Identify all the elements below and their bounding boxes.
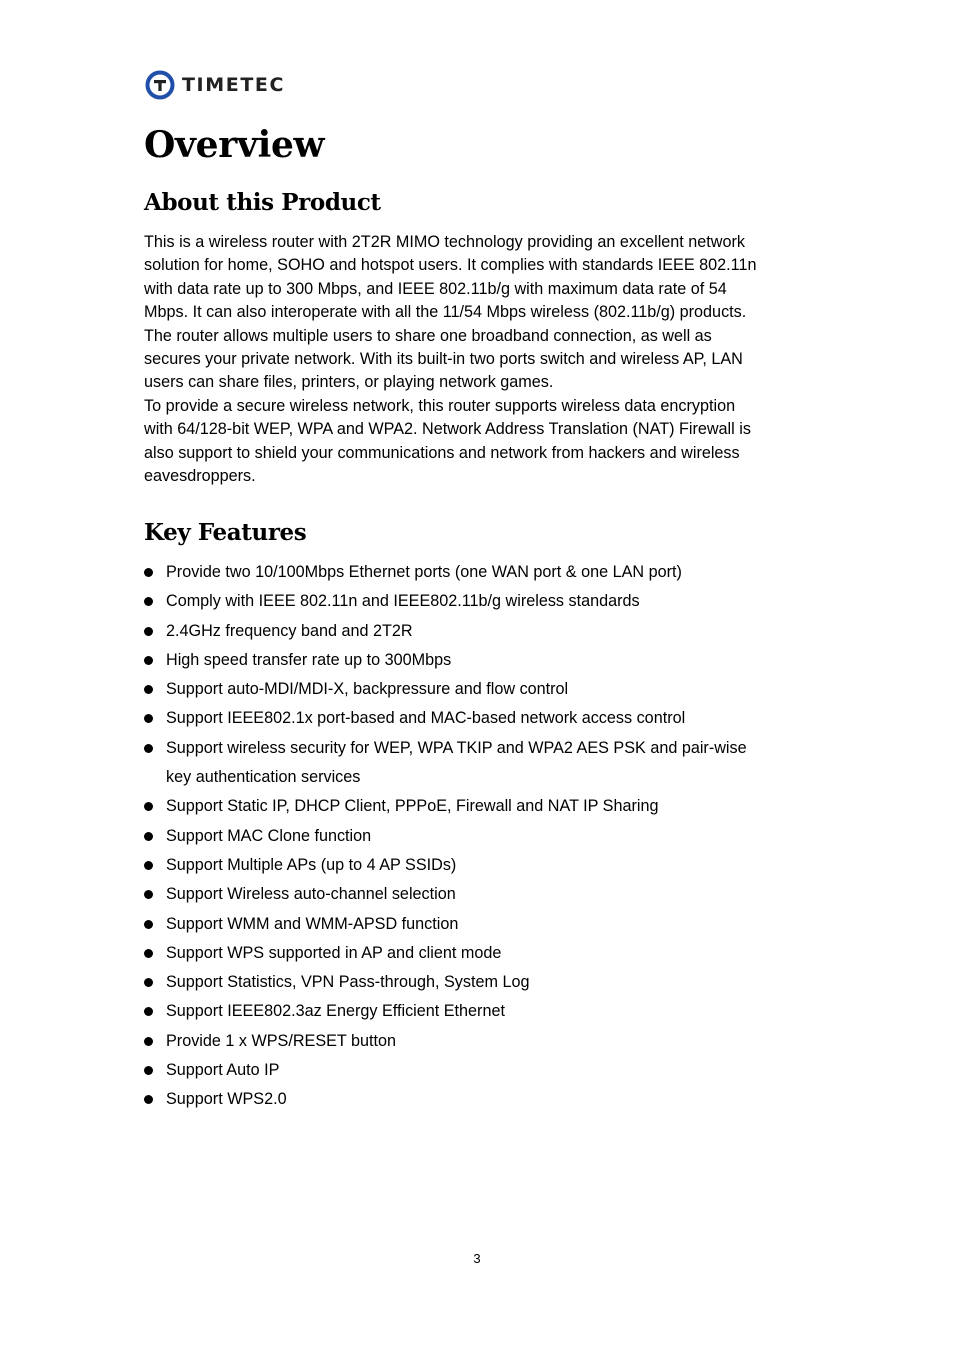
bullet-icon [144,920,153,929]
feature-item [144,587,824,616]
feature-item [144,822,824,851]
feature-text: 2.4GHz frequency band and 2T2R [166,621,413,640]
paragraph-line: solution for home, SOHO and hotspot users. It complies with standards IEEE 802.11n [144,256,757,275]
feature-item [144,910,824,939]
timetec-logo [145,69,285,101]
feature-text: Support MAC Clone function [166,826,372,845]
bullet-icon [144,744,153,753]
feature-item [144,997,824,1026]
logo-text: TIMETEC [182,73,285,96]
feature-text: Support WPS supported in AP and client mode [166,943,502,962]
feature-text: Support auto-MDI/MDI-X, backpressure and flow control [166,680,569,699]
bullet-icon [144,656,153,665]
feature-item [144,617,824,646]
timetec-circle-logo-icon [145,70,175,100]
bullet-icon [144,949,153,958]
bullet-icon [144,861,153,870]
bullet-icon [144,1066,153,1075]
feature-text: key authentication services [166,768,361,787]
feature-item [144,1056,824,1085]
bullet-icon [144,802,153,811]
key-features-heading: Key Features [144,519,307,546]
feature-item [144,1085,824,1114]
feature-item [144,851,824,880]
about-paragraph [144,231,814,488]
feature-item [144,880,824,909]
feature-text: High speed transfer rate up to 300Mbps [166,650,452,669]
feature-text: Support WPS2.0 [166,1090,287,1109]
feature-text: Support Statistics, VPN Pass-through, System Log [166,973,530,992]
bullet-icon [144,714,153,723]
paragraph-line: Mbps. It can also interoperate with all the 11/54 Mbps wireless (802.11b/g) products. [144,303,747,322]
bullet-icon [144,627,153,636]
feature-item [144,734,824,793]
feature-text: Support Auto IP [166,1061,280,1080]
paragraph-line: secures your private network. With its built-in two ports switch and wireless AP, LAN [144,350,743,369]
bullet-icon [144,978,153,987]
paragraph-line: This is a wireless router with 2T2R MIMO technology providing an excellent network [144,233,745,251]
feature-text: Provide 1 x WPS/RESET button [166,1031,397,1050]
bullet-icon [144,597,153,606]
bullet-icon [144,568,153,577]
feature-text: Support IEEE802.3az Energy Efficient Ethernet [166,1002,505,1021]
feature-text: Support IEEE802.1x port-based and MAC-based network access control [166,709,686,728]
feature-item [144,792,824,821]
feature-text: Support Wireless auto-channel selection [166,885,456,904]
feature-item [144,1027,824,1056]
paragraph-line: with 64/128-bit WEP, WPA and WPA2. Network Address Translation (NAT) Firewall is [144,420,751,439]
paragraph-line: The router allows multiple users to share one broadband connection, as well as [144,326,712,345]
paragraph-line: To provide a secure wireless network, this router supports wireless data encryption [144,396,736,415]
bullet-icon [144,1037,153,1046]
paragraph-line: users can share files, printers, or playing network games. [144,373,554,392]
bullet-icon [144,685,153,694]
feature-item [144,968,824,997]
feature-text: Provide two 10/100Mbps Ethernet ports (one WAN port & one LAN port) [166,563,682,581]
feature-text: Support WMM and WMM-APSD function [166,914,459,933]
feature-item [144,646,824,675]
paragraph-line: with data rate up to 300 Mbps, and IEEE 802.11b/g with maximum data rate of 54 [144,279,727,298]
bullet-icon [144,832,153,841]
feature-text: Support Multiple APs (up to 4 AP SSIDs) [166,855,457,874]
feature-text: Support Static IP, DHCP Client, PPPoE, Firewall and NAT IP Sharing [166,797,659,816]
feature-item [144,939,824,968]
bullet-icon [144,890,153,899]
page-title: Overview [144,124,325,166]
feature-text: Support wireless security for WEP, WPA TKIP and WPA2 AES PSK and pair-wise [166,738,747,757]
feature-item [144,675,824,704]
feature-item [144,704,824,733]
paragraph-line: eavesdroppers. [144,467,256,486]
paragraph-line: also support to shield your communications and network from hackers and wireless [144,443,740,462]
page-number: 3 [473,1251,481,1266]
feature-text: Comply with IEEE 802.11n and IEEE802.11b/g wireless standards [166,592,640,611]
bullet-icon [144,1095,153,1104]
key-features-list [144,558,824,1115]
bullet-icon [144,1007,153,1016]
feature-item [144,558,824,587]
about-heading: About this Product [144,189,381,216]
